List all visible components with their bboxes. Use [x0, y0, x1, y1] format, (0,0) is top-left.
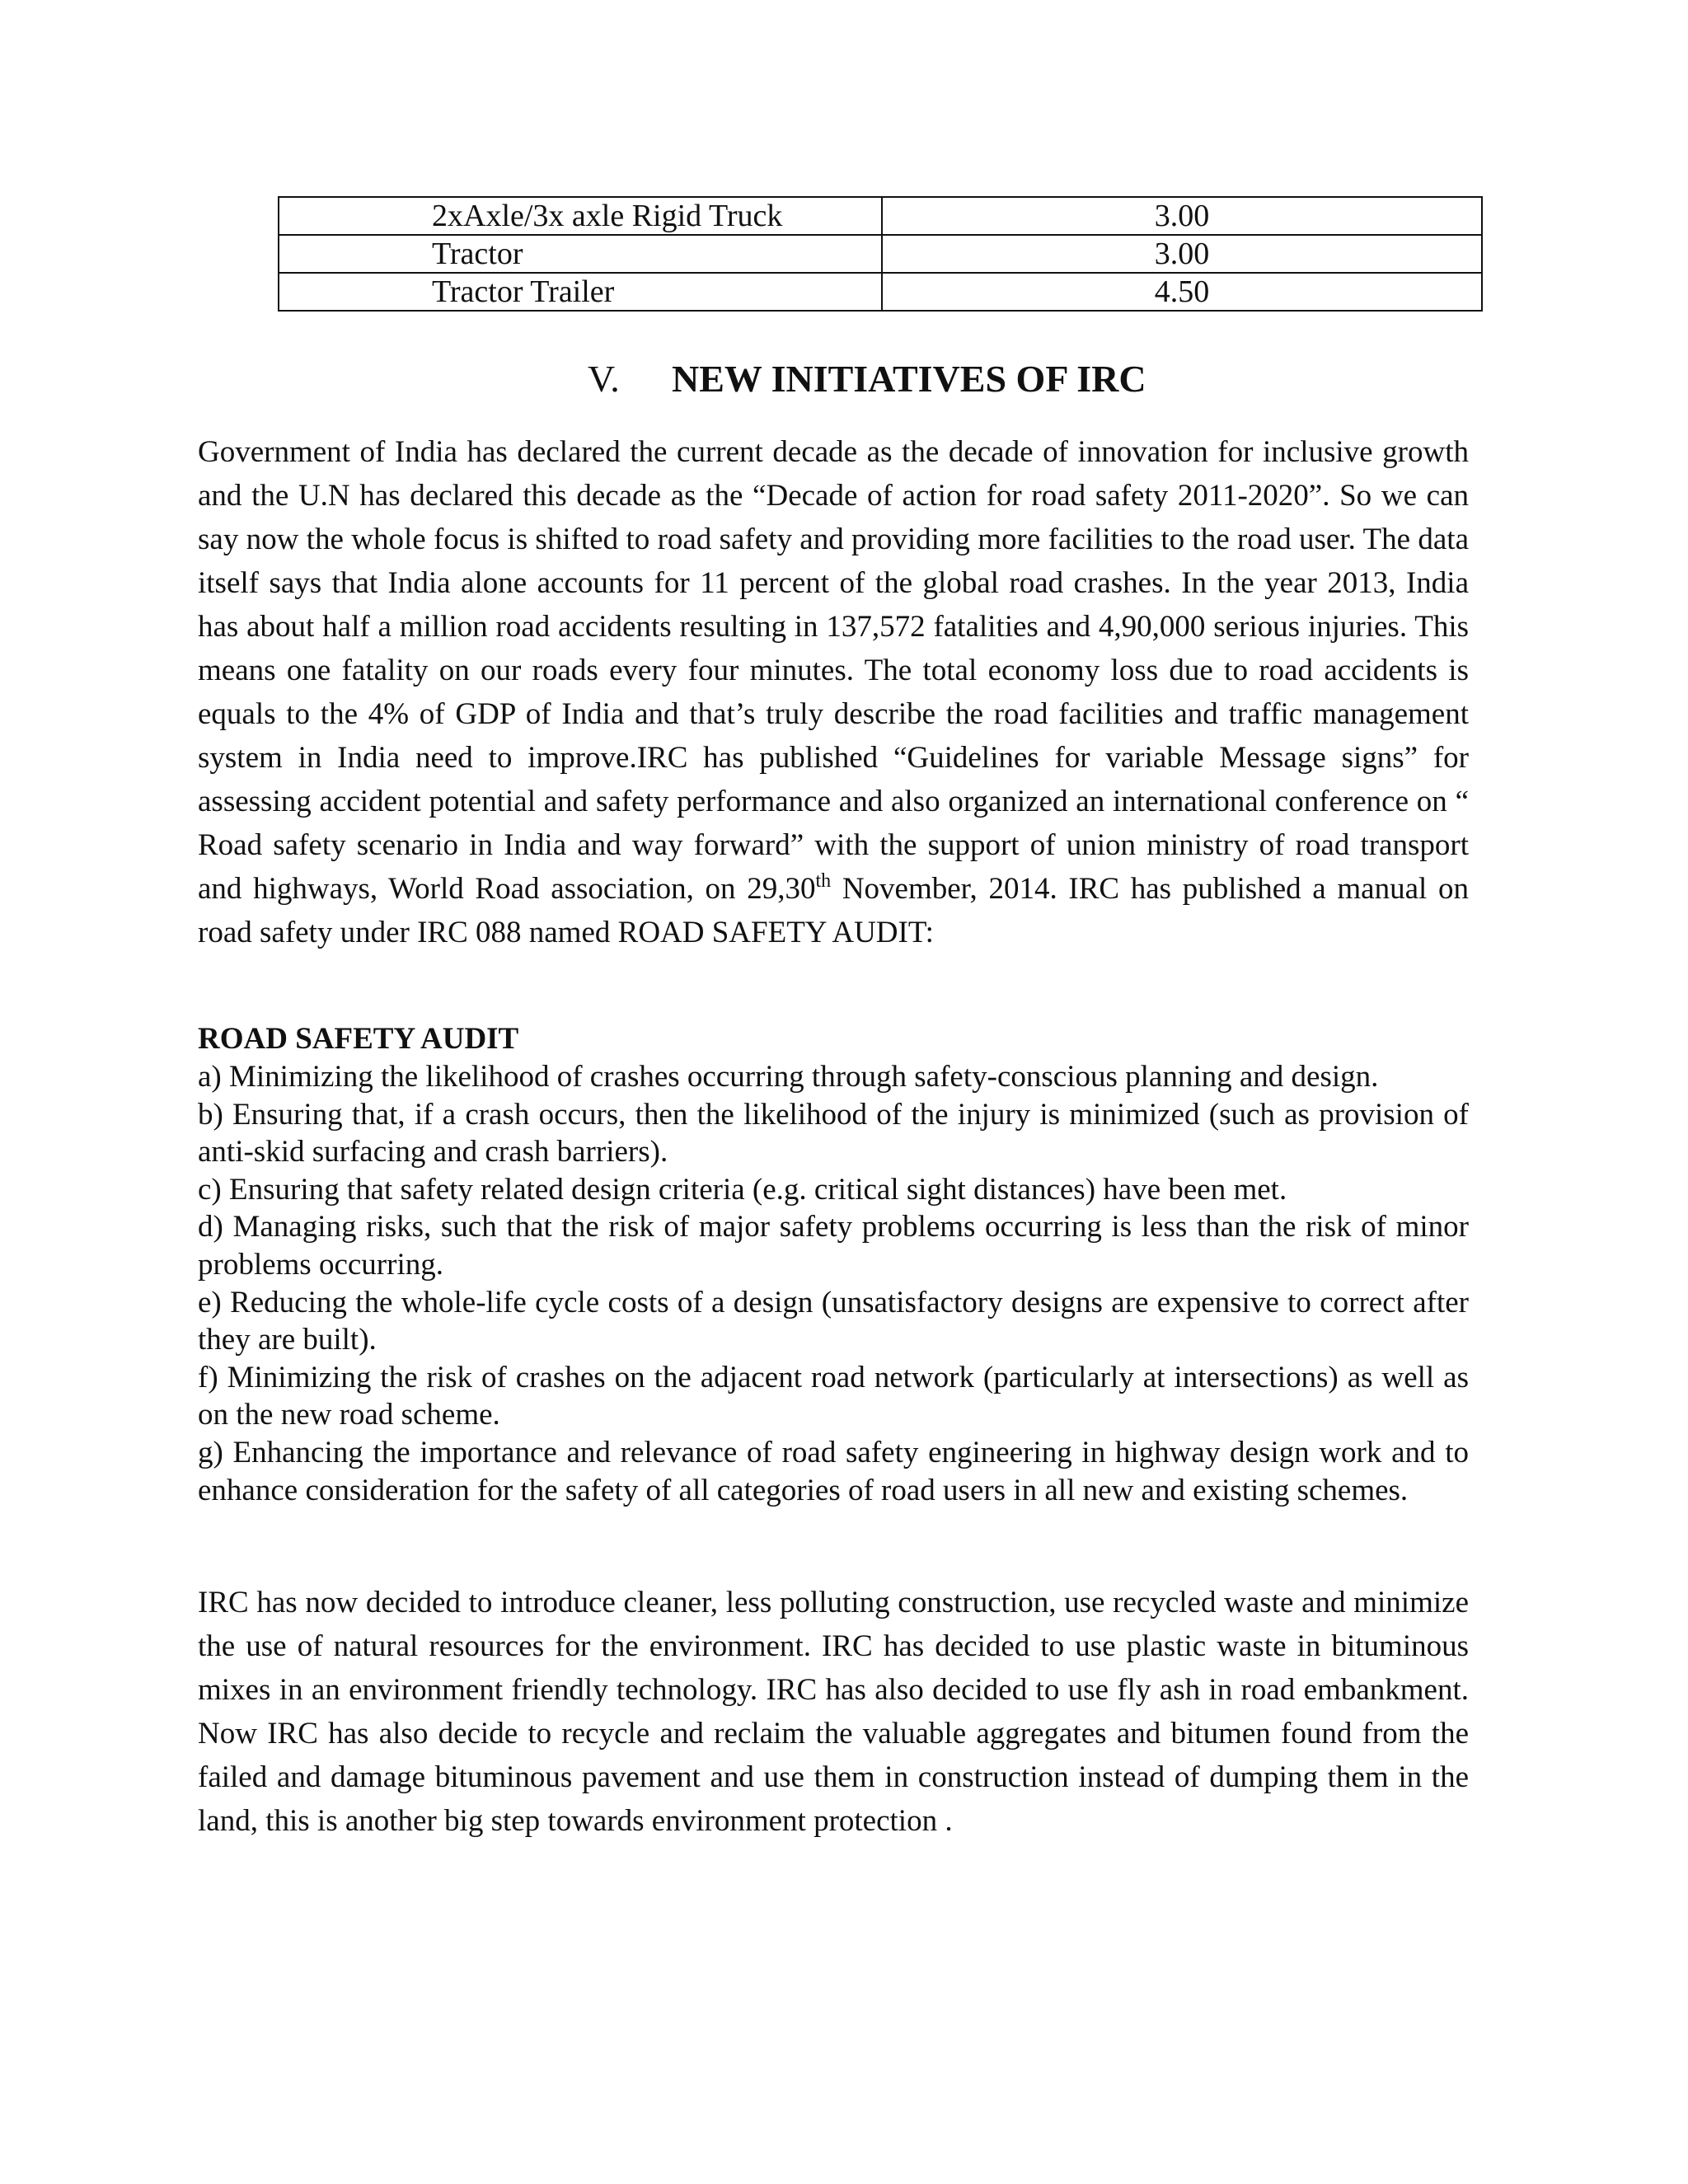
- section-title: NEW INITIATIVES OF IRC: [672, 358, 1146, 400]
- list-item: f) Minimizing the risk of crashes on the adjacent road network (particularly at intersections) as well as on the new road scheme.: [198, 1360, 1469, 1432]
- factor-value-cell: 4.50: [882, 273, 1482, 311]
- section-heading: [0, 354, 1688, 404]
- intro-paragraph: [198, 430, 1469, 954]
- list-item: g) Enhancing the importance and relevance of road safety engineering in highway design work and to enhance consideration for the safety of all categories of road users in all new and existing schemes.: [198, 1435, 1469, 1507]
- table-row: [279, 197, 1482, 235]
- factor-value-cell: 3.00: [882, 235, 1482, 273]
- intro-text-continued: November, 2014. IRC has published a manual on road safety under IRC 088 named ROAD SAFETY AUDIT:: [198, 872, 1469, 949]
- vehicle-type-cell: 2xAxle/3x axle Rigid Truck: [279, 197, 882, 235]
- vehicle-type-cell: Tractor Trailer: [279, 273, 882, 311]
- vehicle-factor-table: [278, 196, 1483, 312]
- table-row: [279, 273, 1482, 311]
- table-row: [279, 235, 1482, 273]
- list-item: a) Minimizing the likelihood of crashes occurring through safety-conscious planning and design.: [198, 1060, 1379, 1094]
- list-item: e) Reducing the whole-life cycle costs of a design (unsatisfactory designs are expensive to correct after they are built).: [198, 1285, 1469, 1357]
- list-item: c) Ensuring that safety related design criteria (e.g. critical sight distances) have been met.: [198, 1172, 1287, 1207]
- vehicle-type-cell: Tractor: [279, 235, 882, 273]
- ordinal-superscript: th: [815, 870, 832, 892]
- closing-paragraph: IRC has now decided to introduce cleaner, less polluting construction, use recycled waste and minimize the use of natural resources for the environment. IRC has decided to use plastic waste in bituminous mixes in an environment friendly technology. IRC has also decided to use fly ash in road embankment. Now IRC has also decide to recycle and reclaim the valuable aggregates and bitumen found from the failed and damage bituminous pavement and use them in construction instead of dumping them in the land, this is another big step towards environment protection .: [198, 1586, 1469, 1838]
- intro-text: Government of India has declared the current decade as the decade of innovation for inclusive growth and the U.N has declared this decade as the “Decade of action for road safety 2011-2020”. So we can say now the whole focus is shifted to road safety and providing more facilities to the road user. The data itself says that India alone accounts for 11 percent of the global road crashes. In the year 2013, India has about half a million road accidents resulting in 137,572 fatalities and 4,90,000 serious injuries. This means one fatality on our roads every four minutes. The total economy loss due to road accidents is equals to the 4% of GDP of India and that’s truly describe the road facilities and traffic management system in India need to improve.IRC has published “Guidelines for variable Message signs” for assessing accident potential and safety performance and also organized an international conference on “ Road safety scenario in India and way forward” with the support of union ministry of road transport and highways, World Road association, on 29,30: [198, 435, 1469, 906]
- list-item: d) Managing risks, such that the risk of major safety problems occurring is less than the risk of minor problems occurring.: [198, 1210, 1469, 1282]
- section-number: V.: [588, 358, 620, 400]
- road-safety-audit-title: ROAD SAFETY AUDIT: [198, 1022, 519, 1056]
- road-safety-audit-list: [198, 1058, 1469, 1509]
- factor-value-cell: 3.00: [882, 197, 1482, 235]
- list-item: b) Ensuring that, if a crash occurs, then the likelihood of the injury is minimized (such as provision of anti-skid surfacing and crash barriers).: [198, 1097, 1469, 1169]
